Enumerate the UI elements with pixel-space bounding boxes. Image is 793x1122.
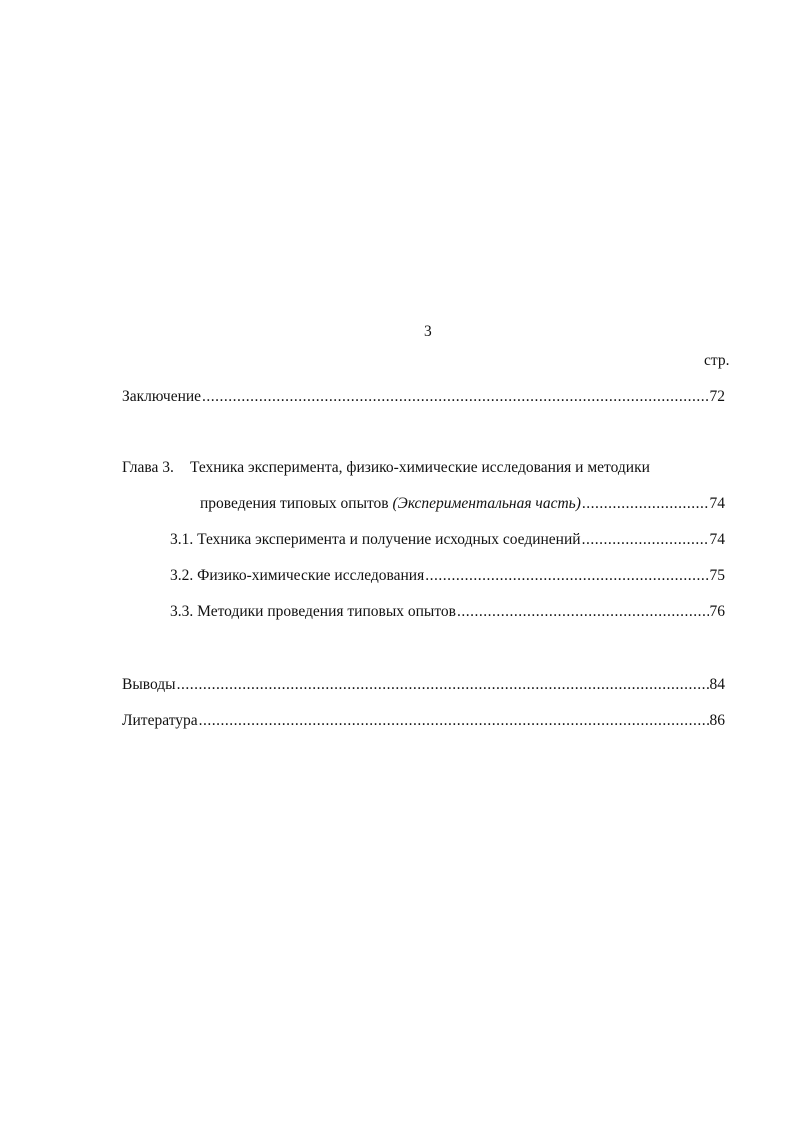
toc-entry-page: 74: [709, 495, 725, 512]
toc-entry-section-3-1: [170, 531, 725, 549]
toc-entry-section-3-3: [170, 603, 725, 621]
toc-entry-title: 3.1. Техника эксперимента и получение исходных соединений: [170, 531, 581, 548]
toc-entry-page: 75: [709, 567, 725, 584]
toc-entry-title: 3.3. Методики проведения типовых опытов: [170, 603, 456, 620]
toc-entry-title: Выводы: [122, 676, 176, 693]
chapter-title-line2: проведения типовых опытов: [200, 495, 389, 512]
dot-leader: [425, 567, 708, 585]
page-column-label: стр.: [704, 352, 730, 369]
dot-leader: [582, 531, 709, 549]
chapter-title-line1: Техника эксперимента, физико-химические исследования и методики: [190, 459, 650, 476]
dot-leader: [177, 676, 709, 694]
toc-entry-page: 72: [709, 388, 725, 405]
toc-chapter-heading: [122, 459, 650, 477]
toc-entry-literature: [122, 712, 725, 730]
toc-entry-page: 74: [709, 531, 725, 548]
dot-leader: [202, 388, 708, 406]
toc-entry-page: 84: [709, 676, 725, 693]
toc-entry-page: 76: [709, 603, 725, 620]
toc-entry-chapter3: [200, 495, 725, 513]
toc-entry-title: Заключение: [122, 388, 202, 405]
toc-entry-title: Литература: [122, 712, 198, 729]
dot-leader: [457, 603, 709, 621]
toc-entry-title: [200, 495, 581, 513]
chapter-label: Глава 3.: [122, 459, 174, 476]
dot-leader: [582, 495, 709, 513]
toc-entry-conclusion: [122, 388, 725, 406]
chapter-title-italic: (Экспериментальная часть): [392, 495, 581, 512]
dot-leader: [199, 712, 709, 730]
page-number: 3: [424, 323, 432, 340]
toc-entry-page: 86: [709, 712, 725, 729]
toc-entry-section-3-2: [170, 567, 725, 585]
toc-entry-findings: [122, 676, 725, 694]
toc-entry-title: 3.2. Физико-химические исследования: [170, 567, 425, 584]
